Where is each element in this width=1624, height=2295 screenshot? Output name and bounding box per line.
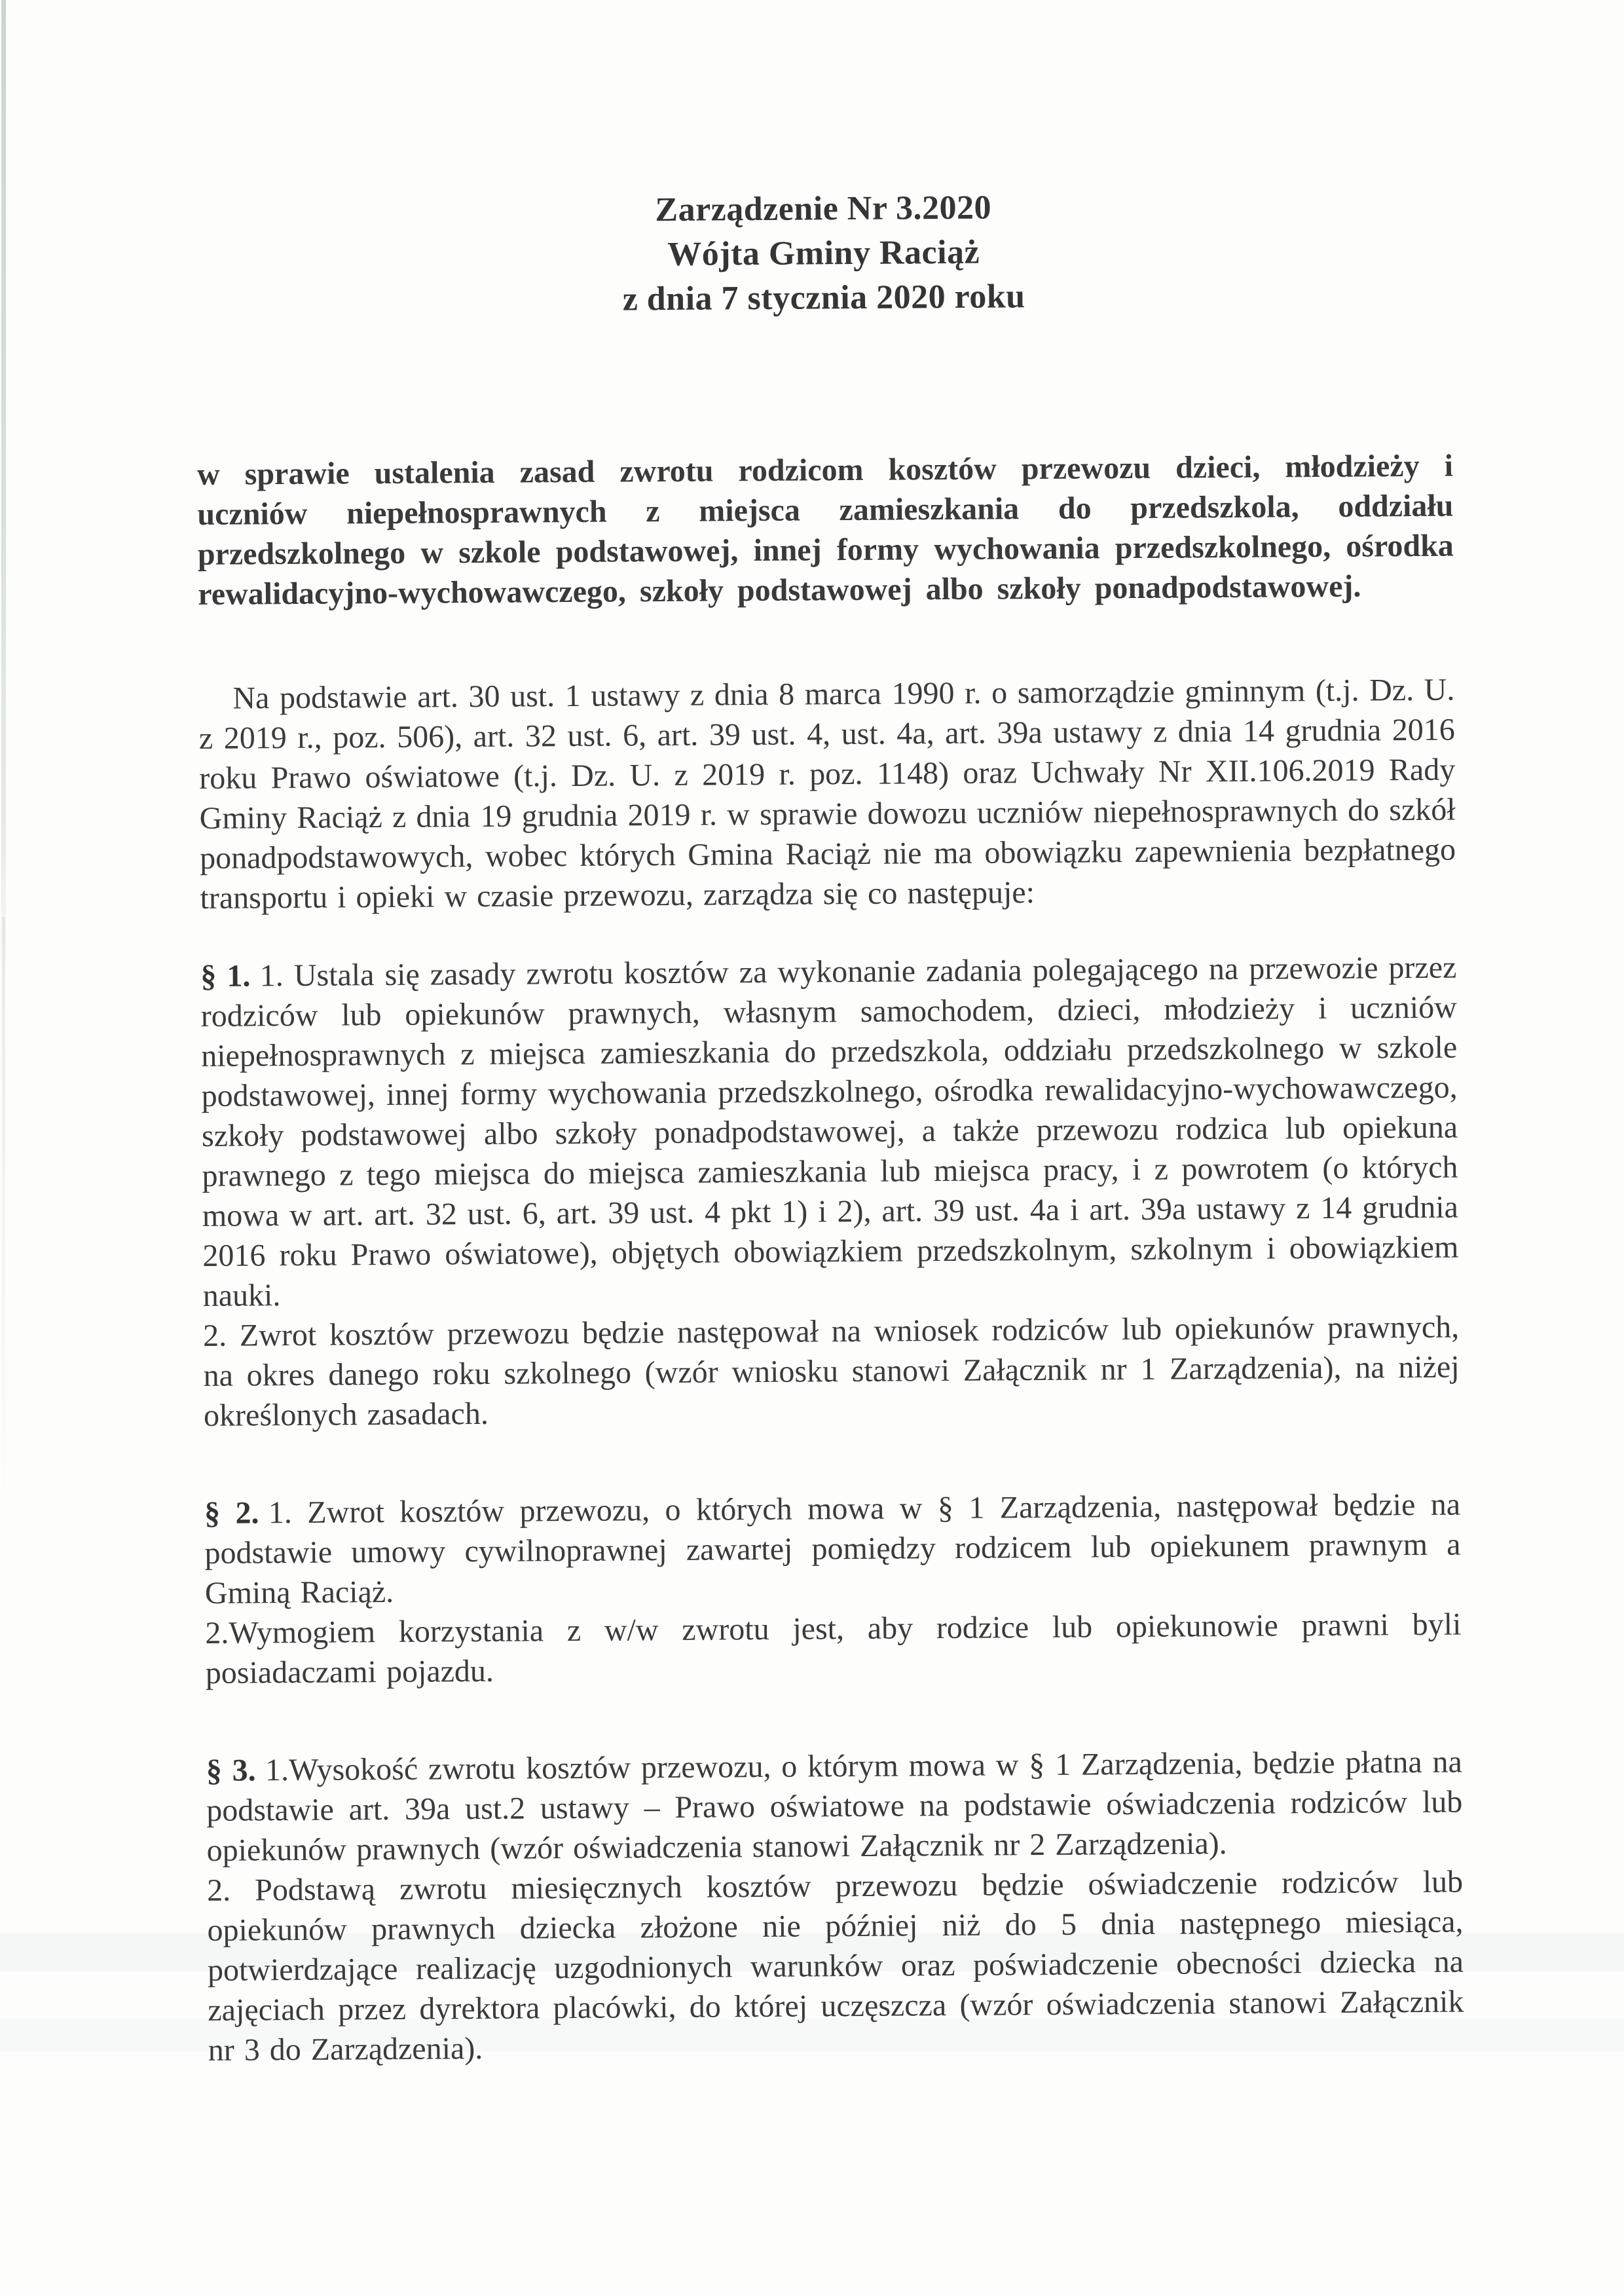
section-3-paragraph-2: 2. Podstawą zwrotu miesięcznych kosztów przewozu będzie oświadczenie rodziców lub opiekunów prawnych dziecka złożone nie później niż do 5 dnia następnego miesiąca, potwierdzające realizację uzgodnionych warunków oraz poświadczenie obecności dziecka na zajęciach przez dyrektora placówki, do której uczęszcza (wzór oświadczenia stanowi Załącznik nr 3 do Zarządzenia). (206, 1864, 1464, 2068)
section-3-paragraph-1 (206, 1742, 1463, 1871)
section-1-paragraph-2: 2. Zwrot kosztów przewozu będzie następował na wniosek rodziców lub opiekunów prawnych, na okres danego roku szkolnego (wzór wniosku stanowi Załącznik nr 1 Zarządzenia), na niżej określonych zasadach. (203, 1309, 1460, 1433)
section-2-paragraph-1-text: 1. Zwrot kosztów przewozu, o których mowa w § 1 Zarządzenia, następował będzie na podstawie umowy cywilnoprawnej zawartej pomiędzy rodzicem lub opiekunem prawnym a Gminą Raciąż. (204, 1487, 1461, 1611)
document-body (195, 183, 1464, 2070)
section-3-number: § 3. (206, 1753, 256, 1788)
section-2-number: § 2. (204, 1495, 259, 1531)
section-1-number: § 1. (200, 958, 251, 994)
document-preamble: Na podstawie art. 30 ust. 1 ustawy z dnia 8 marca 1990 r. o samorządzie gminnym (t.j. Dz. U. z 2019 r., poz. 506), art. 32 ust. 6, art. 39 ust. 4, ust. 4a, art. 39a ustawy z dnia 14 grudnia 2016 roku Prawo oświatowe (t.j. Dz. U. z 2019 r. poz. 1148) oraz Uchwały Nr XII.106.2019 Rady Gminy Raciąż z dnia 19 grudnia 2019 r. w sprawie dowozu uczniów niepełnosprawnych do szkół ponadpodstawowych, wobec których Gmina Raciąż nie ma obowiązku zapewnienia bezpłatnego transportu i opieki w czasie przewozu, zarządza się co następuje: (198, 672, 1456, 916)
section-2-paragraph-2: 2.Wymogiem korzystania z w/w zwrotu jest, aby rodzice lub opiekunowie prawni byli posiadaczami pojazdu. (205, 1607, 1462, 1690)
section-3-paragraph-1-text: 1.Wysokość zwrotu kosztów przewozu, o którym mowa w § 1 Zarządzenia, będzie płatna na podstawie art. 39a ust.2 ustawy – Prawo oświatowe na podstawie oświadczenia rodziców lub opiekunów prawnych (wzór oświadczenia stanowi Załącznik nr 2 Zarządzenia). (206, 1744, 1463, 1868)
scan-edge-artifact-lower (2, 917, 5, 1506)
document-title (195, 183, 1452, 325)
document-title-line-2: Wójta Gminy Raciąż (667, 233, 980, 273)
document-title-line-1: Zarządzenie Nr 3.2020 (655, 189, 992, 229)
scan-edge-artifact (1, 0, 6, 982)
document-subject: w sprawie ustalenia zasad zwrotu rodzicom kosztów przewozu dzieci, młodzieży i uczniów niepełnosprawnych z miejsca zamieszkania do przedszkola, oddziału przedszkolnego w szkole podstawowej, innej formy wychowania przedszkolnego, ośrodka rewalidacyjno-wychowawczego, szkoły podstawowej albo szkoły ponadpodstawowej. (196, 448, 1454, 612)
section-1-paragraph-1 (200, 948, 1459, 1316)
document-title-line-3: z dnia 7 stycznia 2020 roku (622, 278, 1025, 318)
section-1-paragraph-1-text: 1. Ustala się zasady zwrotu kosztów za wykonanie zadania polegającego na przewozie przez rodziców lub opiekunów prawnych, własnym samochodem, dzieci, młodzieży i uczniów niepełnosprawnych z miejsca zamieszkania do przedszkola, oddziału przedszkolnego w szkole podstawowej, innej formy wychowania przedszkolnego, ośrodka rewalidacyjno-wychowawczego, szkoły podstawowej albo szkoły ponadpodstawowej, a także przewozu rodzica lub opiekuna prawnego z tego miejsca do miejsca zamieszkania lub miejsca pracy, i z powrotem (o których mowa w art. art. 32 ust. 6, art. 39 ust. 4 pkt 1) i 2), art. 39 ust. 4a i art. 39a ustawy z 14 grudnia 2016 roku Prawo oświatowe), objętych obowiązkiem przedszkolnym, szkolnym i obowiązkiem nauki. (200, 950, 1459, 1313)
section-2-paragraph-1 (204, 1485, 1461, 1613)
